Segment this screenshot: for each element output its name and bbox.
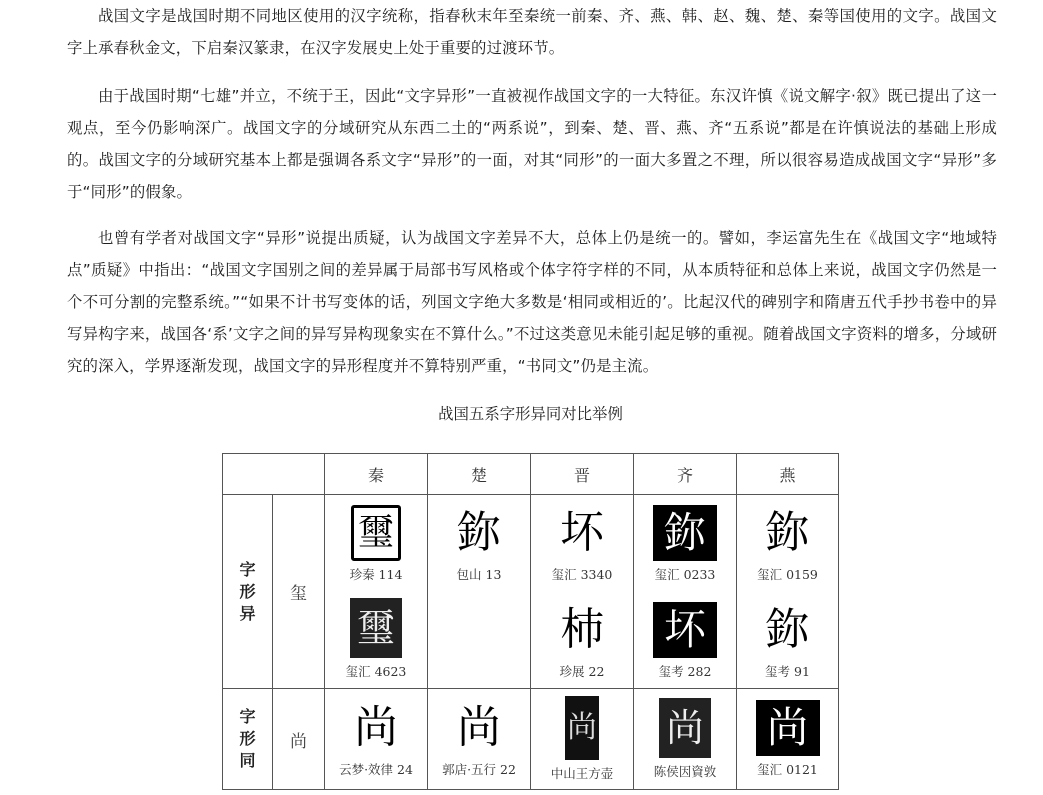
seal-glyph-image: 尚 xyxy=(354,702,398,753)
glyph-item xyxy=(428,505,530,583)
cell-yan-xi xyxy=(737,495,839,689)
glyph-item xyxy=(531,602,633,680)
glyph-source: 玺汇 0121 xyxy=(757,762,818,777)
seal-glyph-image: 鉨 xyxy=(765,604,810,655)
glyph-item xyxy=(428,700,530,778)
cell-qin-shang xyxy=(325,689,428,790)
glyph-source: 玺汇 4623 xyxy=(345,664,407,679)
glyph-item xyxy=(531,696,633,782)
glyph-source: 玺考 282 xyxy=(658,664,712,679)
glyph-source: 玺汇 0233 xyxy=(654,567,716,582)
seal-glyph-image: 璽 xyxy=(350,598,402,658)
table-row-different-forms xyxy=(223,495,839,689)
row-label-same: 字 形 同 xyxy=(223,689,273,790)
seal-glyph-image: 鉨 xyxy=(765,507,810,558)
glyph-item xyxy=(737,700,838,778)
seal-glyph-image: 坏 xyxy=(560,507,604,558)
header-yan: 燕 xyxy=(737,454,839,495)
header-corner xyxy=(223,454,325,495)
paragraph-uniformity: 也曾有学者对战国文字“异形”说提出质疑，认为战国文字差异不大，总体上仍是统一的。譬如，李运富先生在《战国文字“地域特点”质疑》中指出：“战国文字国别之间的差异属于局部书写风格或个体字符字样的不同，从本质特征和总体上来说，战国文字仍然是一个不可分割的完整系统。”“如果不计书写变体的话，列国文字绝大多数是‘相同或相近的’。比起汉代的碑别字和隋唐五代手抄书卷中的异写异构字来，战国各‘系’文字之间的异写异构现象实在不算什么。”不过这类意见未能引起足够的重视。随着战国文字资料的增多，分域研究的深入，学界逐渐发现，战国文字的异形程度并不算特别严重，“书同文”仍是主流。 xyxy=(67,229,997,375)
cell-jin-shang xyxy=(531,689,634,790)
paragraph-divergence: 由于战国时期“七雄”并立，不统于王，因此“文字异形”一直被视作战国文字的一大特征。东汉许慎《说文解字·叙》既已提出了这一观点，至今仍影响深广。战国文字的分域研究从东西二土的“两系说”，到秦、楚、晋、燕、齐“五系说”都是在许慎说法的基础上形成的。战国文字的分域研究基本上都是强调各系文字“异形”的一面，对其“同形”的一面大多置之不理，所以很容易造成战国文字“异形”多于“同形”的假象。 xyxy=(67,87,997,201)
cell-chu-shang xyxy=(428,689,531,790)
header-qi: 齐 xyxy=(634,454,737,495)
table-header-row xyxy=(223,454,839,495)
row-word-shang: 尚 xyxy=(273,689,325,790)
cell-qin-xi xyxy=(325,495,428,689)
glyph-item xyxy=(325,598,427,680)
seal-glyph-image: 璽 xyxy=(351,505,401,561)
row-label-different: 字 形 异 xyxy=(223,495,273,689)
paragraph-intro: 战国文字是战国时期不同地区使用的汉字统称，指春秋末年至秦统一前秦、齐、燕、韩、赵、魏、楚、秦等国使用的文字。战国文字上承春秋金文，下启秦汉篆隶，在汉字发展史上处于重要的过渡环节。 xyxy=(67,7,997,57)
cell-qi-xi xyxy=(634,495,737,689)
glyph-item xyxy=(634,698,736,780)
glyph-item xyxy=(634,505,736,583)
glyph-source: 云梦·效律 24 xyxy=(339,762,413,777)
glyph-source: 珍秦 114 xyxy=(349,567,403,582)
glyph-source: 郭店·五行 22 xyxy=(442,762,516,777)
glyph-source: 陈侯因資敦 xyxy=(653,764,717,779)
glyph-item xyxy=(737,505,838,583)
seal-glyph-image: 尚 xyxy=(756,700,820,756)
seal-glyph-image: 尚 xyxy=(457,702,501,753)
cell-qi-shang xyxy=(634,689,737,790)
glyph-item xyxy=(737,602,838,680)
header-qin: 秦 xyxy=(325,454,428,495)
glyph-source: 包山 13 xyxy=(456,567,502,582)
glyph-source: 玺汇 3340 xyxy=(551,567,613,582)
glyph-source: 玺考 91 xyxy=(765,664,810,679)
cell-jin-xi xyxy=(531,495,634,689)
table-caption: 战国五系字形异同对比举例 xyxy=(438,405,623,423)
row-word-xi: 玺 xyxy=(273,495,325,689)
header-chu: 楚 xyxy=(428,454,531,495)
glyph-source: 珍展 22 xyxy=(559,664,605,679)
seal-glyph-image: 鉨 xyxy=(653,505,717,561)
glyph-item xyxy=(325,700,427,778)
glyph-item xyxy=(634,602,736,680)
seal-glyph-image: 尚 xyxy=(659,698,711,758)
cell-yan-shang xyxy=(737,689,839,790)
table-row-same-forms xyxy=(223,689,839,790)
seal-glyph-image: 鉨 xyxy=(457,507,501,558)
seal-glyph-image: 坏 xyxy=(653,602,717,658)
comparison-table xyxy=(222,453,839,790)
glyph-source: 中山王方壶 xyxy=(550,766,614,781)
header-jin: 晋 xyxy=(531,454,634,495)
cell-chu-xi xyxy=(428,495,531,689)
glyph-source: 玺汇 0159 xyxy=(757,567,818,582)
seal-glyph-image: 杮 xyxy=(560,604,604,655)
glyph-item xyxy=(531,505,633,583)
glyph-item xyxy=(325,505,427,583)
seal-glyph-image: 尚 xyxy=(565,696,599,760)
